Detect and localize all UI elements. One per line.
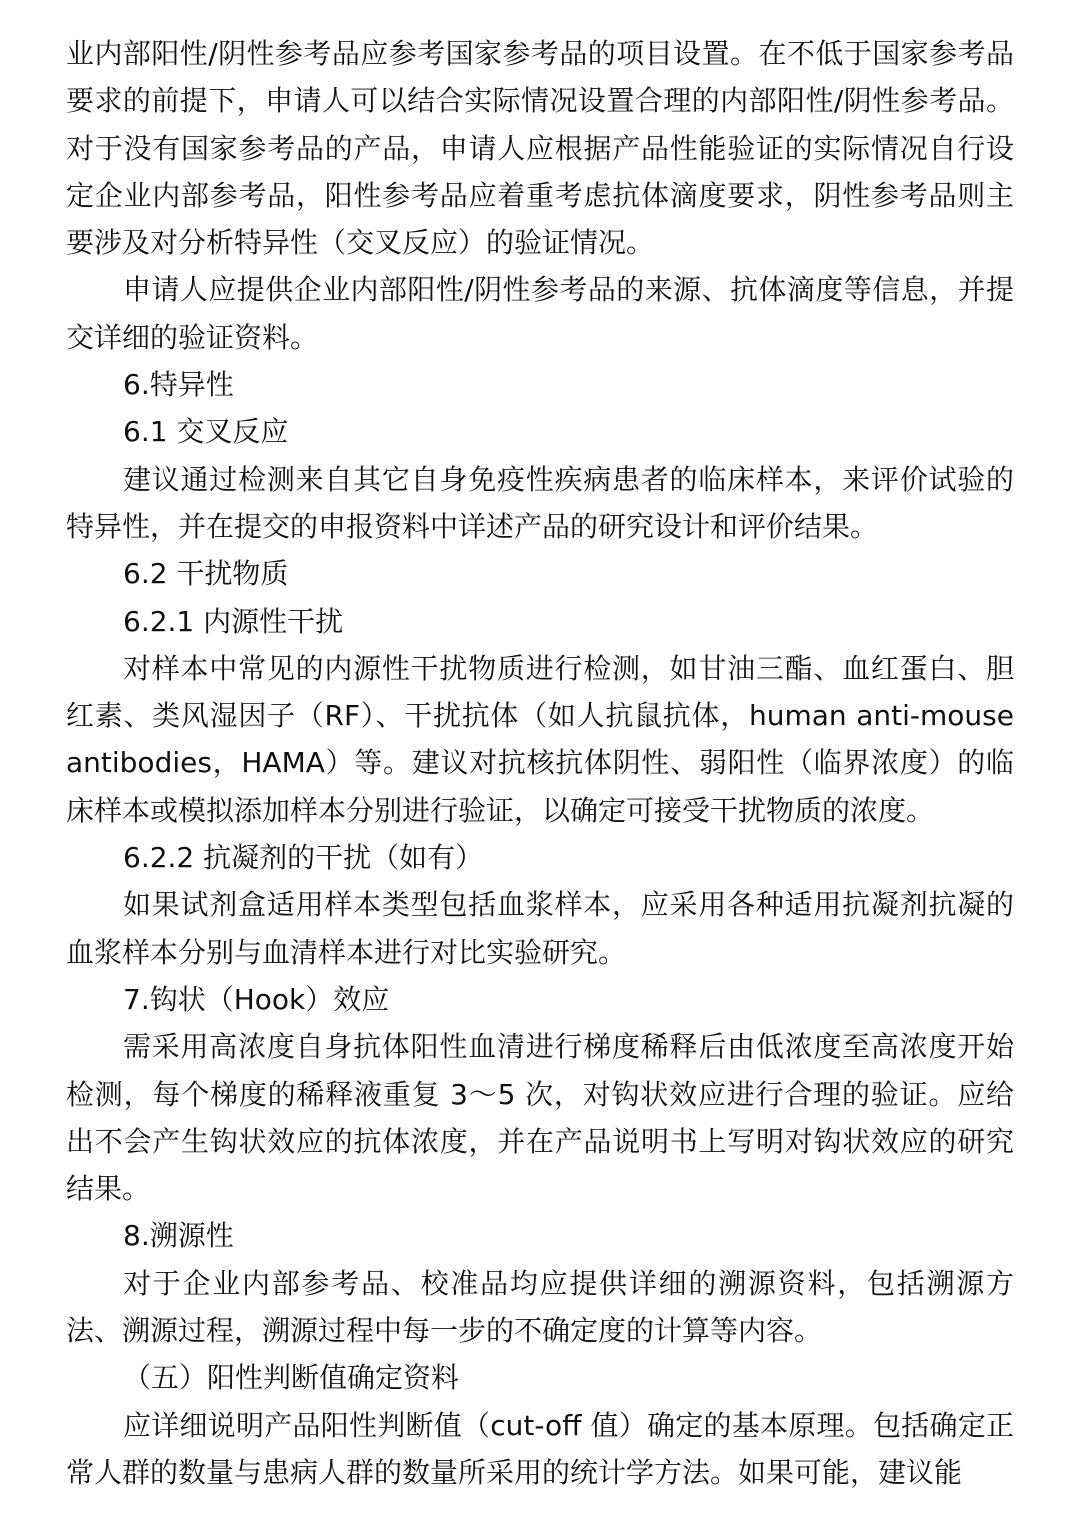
heading-cross-reaction: 6.1 交叉反应	[123, 415, 289, 449]
paragraph-reference-settings: 业内部阳性/阴性参考品应参考国家参考品的项目设置。在不低于国家参考品要求的前提下，申请人可以结合实际情况设置合理的内部阳性/阴性参考品。对于没有国家参考品的产品，申请人应根据产品性能验证的实际情况自行设定企业内部参考品，阳性参考品应着重考虑抗体滴度要求，阴性参考品则主要涉及对分析特异性（交叉反应）的验证情况。	[66, 37, 1014, 260]
paragraph-anticoagulant-interference: 如果试剂盒适用样本类型包括血浆样本，应采用各种适用抗凝剂抗凝的血浆样本分别与血清样本进行对比实验研究。	[66, 888, 1014, 969]
heading-hook-effect: 7.钩状（Hook）效应	[123, 982, 390, 1016]
document-page	[66, 30, 1014, 1496]
paragraph-endogenous-interference: 对样本中常见的内源性干扰物质进行检测，如甘油三酯、血红蛋白、胆红素、类风湿因子（RF）、干扰抗体（如人抗鼠抗体，human anti-mouse antibodies，HAMA）等。建议对抗核抗体阴性、弱阳性（临界浓度）的临床样本或模拟添加样本分别进行验证，以确定可接受干扰物质的浓度。	[66, 651, 1014, 827]
paragraph-hook-effect: 需采用高浓度自身抗体阳性血清进行梯度稀释后由低浓度至高浓度开始检测，每个梯度的稀释液重复 3～5 次，对钩状效应进行合理的验证。应给出不会产生钩状效应的抗体浓度，并在产品说明书上写明对钩状效应的研究结果。	[66, 1030, 1014, 1206]
paragraph-cutoff-value: 应详细说明产品阳性判断值（cut-off 值）确定的基本原理。包括确定正常人群的数量与患病人群的数量所采用的统计学方法。如果可能，建议能	[66, 1408, 1014, 1489]
heading-specificity: 6.特异性	[123, 368, 234, 402]
paragraph-traceability: 对于企业内部参考品、校准品均应提供详细的溯源资料，包括溯源方法、溯源过程，溯源过程中每一步的不确定度的计算等内容。	[66, 1266, 1014, 1348]
heading-anticoagulant-interference: 6.2.2 抗凝剂的干扰（如有）	[123, 841, 484, 875]
paragraph-reference-info: 申请人应提供企业内部阳性/阴性参考品的来源、抗体滴度等信息，并提交详细的验证资料。	[66, 273, 1014, 354]
heading-traceability: 8.溯源性	[123, 1219, 234, 1253]
heading-endogenous-interference: 6.2.1 内源性干扰	[123, 604, 344, 638]
heading-cutoff-value: （五）阳性判断值确定资料	[123, 1361, 460, 1395]
heading-interfering-substances: 6.2 干扰物质	[123, 557, 289, 591]
paragraph-cross-reaction: 建议通过检测来自其它自身免疫性疾病患者的临床样本，来评价试验的特异性，并在提交的申报资料中详述产品的研究设计和评价结果。	[66, 462, 1014, 543]
